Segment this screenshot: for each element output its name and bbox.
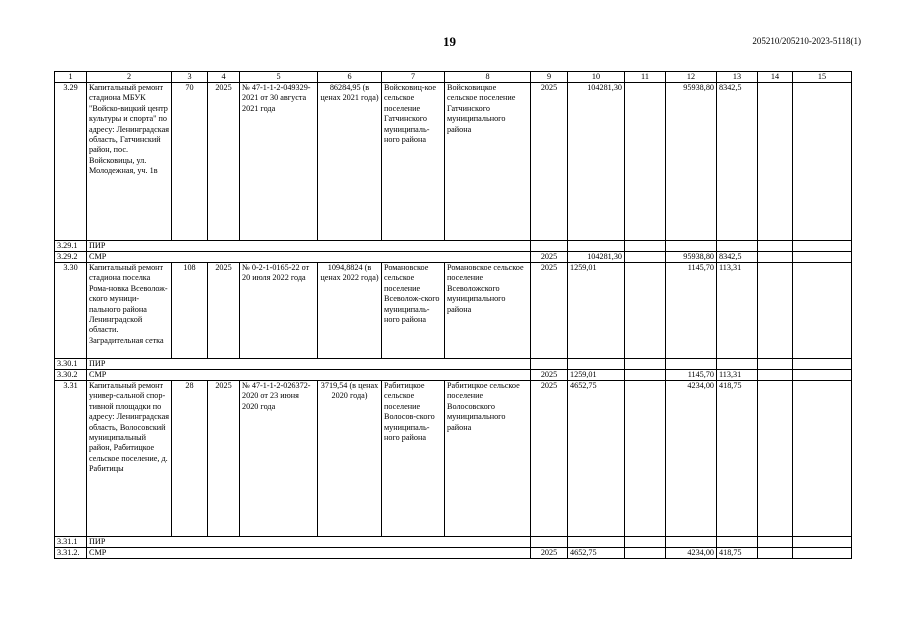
cell-col11	[625, 263, 666, 359]
cell-col3: 28	[172, 381, 208, 537]
cell-col9	[531, 537, 568, 548]
header-cell: 12	[666, 72, 717, 83]
cell-col13	[717, 241, 758, 252]
subrow	[55, 537, 852, 548]
object-row	[55, 263, 852, 359]
cell-col3: 70	[172, 83, 208, 241]
header-cell: 10	[568, 72, 625, 83]
settlement: Войсковиц-кое сельское поселение Гатчинского муниципаль-ного района	[382, 83, 445, 241]
cell-col15	[793, 83, 852, 241]
header-cell: 2	[87, 72, 172, 83]
expertise-conclusion: № 47-1-1-2-049329-2021 от 30 августа 2021 года	[240, 83, 318, 241]
cell-col10: 4652,75	[568, 381, 625, 537]
header-cell: 13	[717, 72, 758, 83]
cell-col11	[625, 381, 666, 537]
cell-col15	[793, 359, 852, 370]
subrow-label: ПИР	[87, 359, 531, 370]
cell-col4: 2025	[208, 263, 240, 359]
cell-col11	[625, 359, 666, 370]
header-cell: 8	[445, 72, 531, 83]
cell-col13: 418,75	[717, 548, 758, 559]
cell-col10: 104281,30	[568, 252, 625, 263]
cell-col12	[666, 359, 717, 370]
cell-col14	[758, 370, 793, 381]
object-name: Капитальный ремонт универ-сальной спор-тивной площадки по адресу: Ленинградская область, Волосовский муниципальный район, Рабитицкое сельское поселение, д. Рабитицы	[87, 381, 172, 537]
cell-col11	[625, 241, 666, 252]
cell-col14	[758, 252, 793, 263]
cell-col12	[666, 537, 717, 548]
cell-col15	[793, 252, 852, 263]
cell-col12: 4234,00	[666, 381, 717, 537]
header-cell: 1	[55, 72, 87, 83]
cell-col10: 104281,30	[568, 83, 625, 241]
subrow	[55, 548, 852, 559]
cell-col4: 2025	[208, 83, 240, 241]
customer: Войсковицкое сельское поселение Гатчинского муниципального района	[445, 83, 531, 241]
cell-col15	[793, 381, 852, 537]
settlement: Рабитицкое сельское поселение Волосов-ского муниципаль-ного района	[382, 381, 445, 537]
subrow	[55, 241, 852, 252]
header-cell: 6	[318, 72, 382, 83]
cell-col9: 2025	[531, 252, 568, 263]
cell-col10	[568, 537, 625, 548]
cell-col13: 8342,5	[717, 252, 758, 263]
cell-col15	[793, 241, 852, 252]
cell-col9: 2025	[531, 263, 568, 359]
expertise-conclusion: № 0-2-1-0165-22 от 20 июля 2022 года	[240, 263, 318, 359]
cell-col3: 108	[172, 263, 208, 359]
subrow-number: 3.30.1	[55, 359, 87, 370]
cell-col11	[625, 252, 666, 263]
cell-col13: 113,31	[717, 370, 758, 381]
cell-col10	[568, 241, 625, 252]
estimated-cost: 1094,8824 (в ценах 2022 года)	[318, 263, 382, 359]
subrow-label: ПИР	[87, 537, 531, 548]
subrow-number: 3.30.2	[55, 370, 87, 381]
subrow	[55, 252, 852, 263]
customer: Романовское сельское поселение Всеволожского муниципального района	[445, 263, 531, 359]
cell-col13	[717, 537, 758, 548]
cell-col14	[758, 381, 793, 537]
header-cell: 4	[208, 72, 240, 83]
cell-col12: 1145,70	[666, 263, 717, 359]
header-cell: 15	[793, 72, 852, 83]
object-number: 3.29	[55, 83, 87, 241]
subrow	[55, 370, 852, 381]
header-cell: 11	[625, 72, 666, 83]
cell-col10: 4652,75	[568, 548, 625, 559]
cell-col11	[625, 548, 666, 559]
object-number: 3.30	[55, 263, 87, 359]
header-cell: 14	[758, 72, 793, 83]
cell-col10: 1259,01	[568, 263, 625, 359]
customer: Рабитицкое сельское поселение Волосовского муниципального района	[445, 381, 531, 537]
object-number: 3.31	[55, 381, 87, 537]
object-name: Капитальный ремонт стадиона поселка Рома-новка Всеволож-ского муници-пального района Ленинградской области. Заградительная сетка	[87, 263, 172, 359]
subrow-number: 3.31.2.	[55, 548, 87, 559]
header-cell: 7	[382, 72, 445, 83]
cell-col9: 2025	[531, 381, 568, 537]
cell-col14	[758, 241, 793, 252]
subrow-number: 3.31.1	[55, 537, 87, 548]
estimated-cost: 3719,54 (в ценах 2020 года)	[318, 381, 382, 537]
cell-col12: 95938,80	[666, 252, 717, 263]
cell-col12	[666, 241, 717, 252]
header-row	[55, 72, 852, 83]
cell-col9	[531, 241, 568, 252]
cell-col14	[758, 537, 793, 548]
cell-col11	[625, 370, 666, 381]
objects-table	[54, 71, 852, 559]
cell-col15	[793, 548, 852, 559]
cell-col13: 113,31	[717, 263, 758, 359]
expertise-conclusion: № 47-1-1-2-026372-2020 от 23 июня 2020 года	[240, 381, 318, 537]
object-name: Капитальный ремонт стадиона МБУК "Войско-вицкий центр культуры и спорта" по адресу: Ленинградская область, Гатчинский район, пос. Войсковицы, ул. Молодежная, уч. 1в	[87, 83, 172, 241]
cell-col12: 4234,00	[666, 548, 717, 559]
cell-col14	[758, 359, 793, 370]
cell-col9: 2025	[531, 83, 568, 241]
cell-col14	[758, 83, 793, 241]
subrow-number: 3.29.1	[55, 241, 87, 252]
estimated-cost: 86284,95 (в ценах 2021 года)	[318, 83, 382, 241]
cell-col15	[793, 537, 852, 548]
cell-col9: 2025	[531, 548, 568, 559]
cell-col13: 418,75	[717, 381, 758, 537]
cell-col12: 1145,70	[666, 370, 717, 381]
object-row	[55, 83, 852, 241]
cell-col10: 1259,01	[568, 370, 625, 381]
subrow-label: СМР	[87, 252, 531, 263]
subrow	[55, 359, 852, 370]
page-number: 19	[443, 34, 456, 49]
subrow-number: 3.29.2	[55, 252, 87, 263]
cell-col9	[531, 359, 568, 370]
cell-col13: 8342,5	[717, 83, 758, 241]
settlement: Романовское сельское поселение Всеволож-ского муниципаль-ного района	[382, 263, 445, 359]
cell-col4: 2025	[208, 381, 240, 537]
cell-col9: 2025	[531, 370, 568, 381]
cell-col11	[625, 83, 666, 241]
cell-col13	[717, 359, 758, 370]
header-cell: 3	[172, 72, 208, 83]
object-row	[55, 381, 852, 537]
document-code: 205210/205210-2023-5118(1)	[752, 36, 861, 46]
header-cell: 5	[240, 72, 318, 83]
cell-col10	[568, 359, 625, 370]
cell-col15	[793, 370, 852, 381]
table-body	[55, 72, 852, 559]
cell-col14	[758, 263, 793, 359]
cell-col14	[758, 548, 793, 559]
subrow-label: СМР	[87, 370, 531, 381]
header-cell: 9	[531, 72, 568, 83]
cell-col11	[625, 537, 666, 548]
cell-col12: 95938,80	[666, 83, 717, 241]
subrow-label: ПИР	[87, 241, 531, 252]
subrow-label: СМР	[87, 548, 531, 559]
cell-col15	[793, 263, 852, 359]
